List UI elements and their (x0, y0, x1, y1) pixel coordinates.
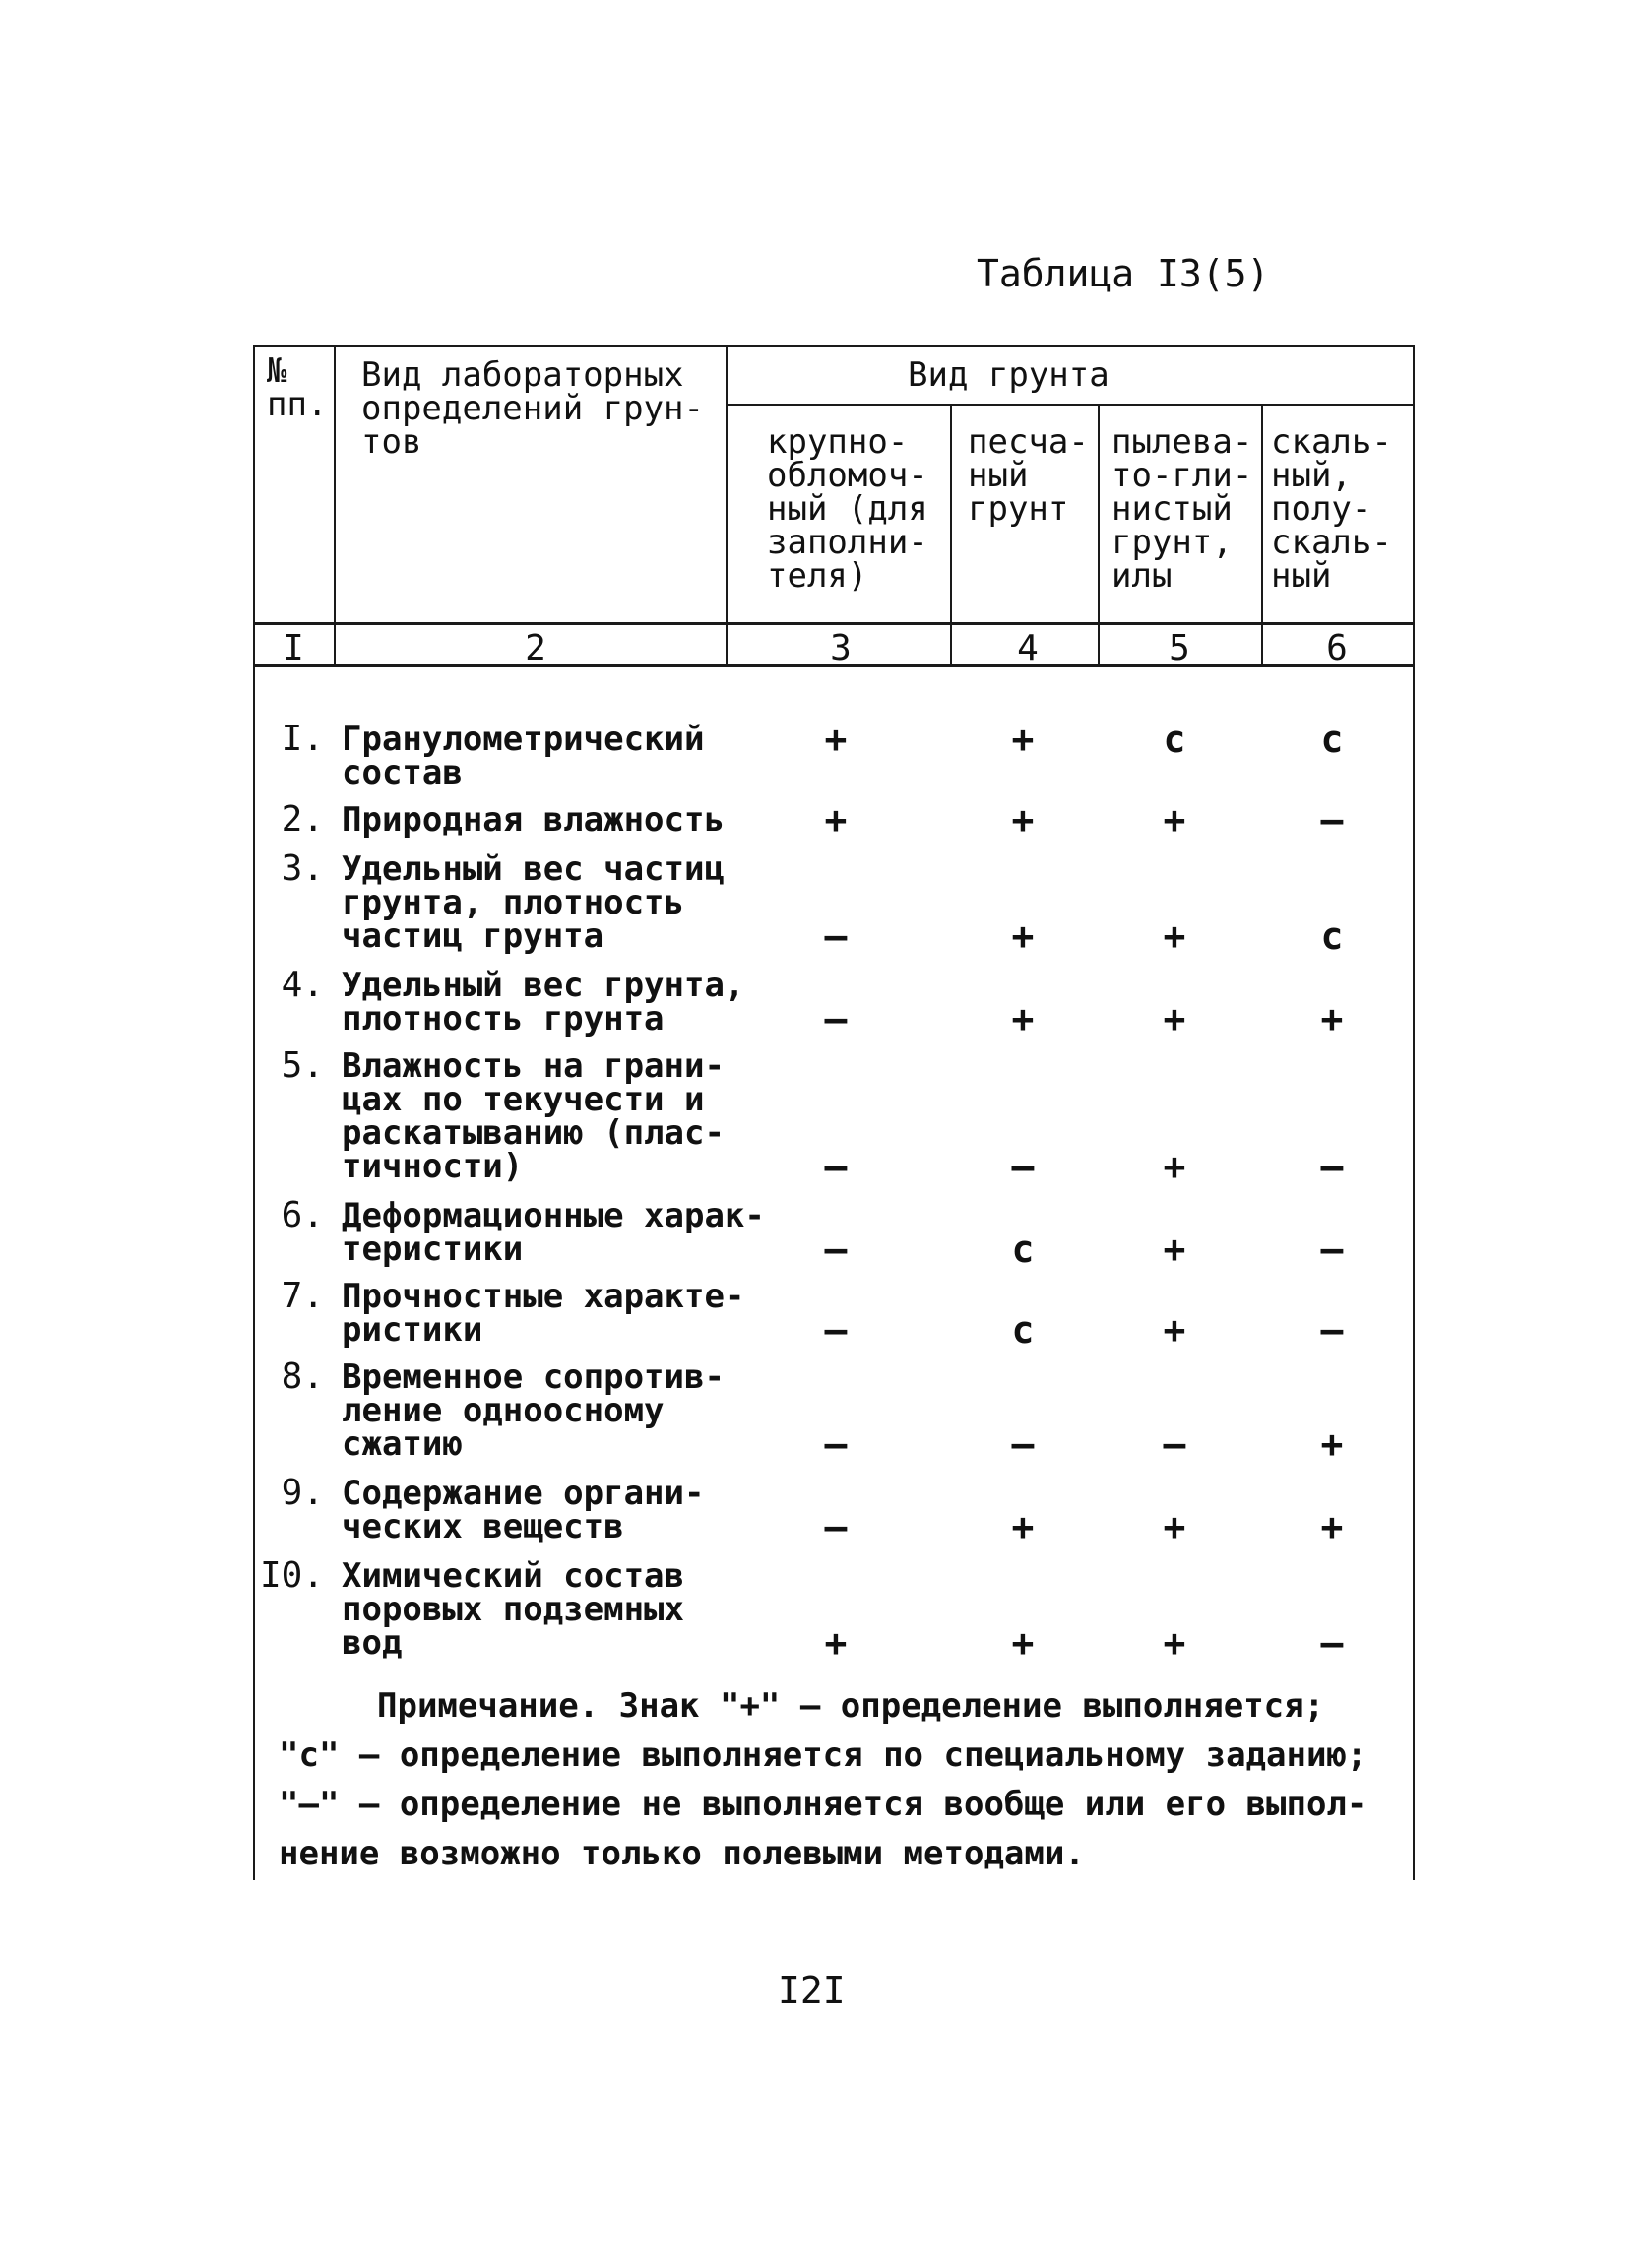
mark-col-3: + (824, 1621, 848, 1665)
mark-col-6: – (1320, 1621, 1344, 1665)
row-test-name: Природная влажность (342, 800, 725, 840)
soil-tests-table (253, 345, 1415, 1880)
mark-col-4: – (1011, 1422, 1035, 1466)
header-col-3: крупно- обломоч- ный (для заполни- теля) (767, 422, 928, 596)
mark-col-4: c (1011, 1228, 1035, 1271)
column-number-4: 4 (1017, 628, 1039, 668)
mark-col-6: – (1320, 1308, 1344, 1352)
row-test-name: Удельный вес грунта, плотность грунта (342, 966, 745, 1039)
row-number: 7. (281, 1276, 324, 1316)
row-number: 4. (281, 965, 324, 1005)
row-test-name: Прочностные характе- ристики (342, 1277, 745, 1350)
mark-col-3: – (824, 1145, 848, 1188)
mark-col-4: + (1011, 718, 1035, 761)
header-col-1: № пп. (267, 351, 328, 424)
mark-col-6: – (1320, 1145, 1344, 1188)
mark-col-4: + (1011, 1505, 1035, 1548)
header-col-divider-2 (726, 345, 728, 667)
row-test-name: Удельный вес частиц грунта, плотность частиц грунта (342, 850, 725, 956)
mark-col-5: + (1163, 914, 1186, 958)
group-underline (726, 404, 1415, 406)
mark-col-6: c (1320, 718, 1344, 761)
row-test-name: Влажность на грани- цах по текучести и раскатыванию (плас- тичности) (342, 1046, 725, 1186)
mark-col-3: – (824, 914, 848, 958)
table-top-border (253, 345, 1415, 347)
row-test-name: Содержание органи- ческих веществ (342, 1474, 705, 1546)
row-number: 8. (281, 1356, 324, 1397)
header-bottom-line (253, 622, 1415, 625)
row-number: 3. (281, 849, 324, 889)
table-right-border (1413, 345, 1415, 1880)
header-col-divider-3 (950, 404, 952, 667)
note-line-3: "–" – определение не выполняется вообще или его выпол- (279, 1785, 1367, 1824)
mark-col-4: + (1011, 997, 1035, 1040)
mark-col-4: + (1011, 798, 1035, 842)
column-number-1: I (283, 628, 304, 668)
column-number-5: 5 (1169, 628, 1190, 668)
mark-col-5: – (1163, 1422, 1186, 1466)
mark-col-4: c (1011, 1308, 1035, 1352)
mark-col-3: + (824, 718, 848, 761)
row-number: 6. (281, 1195, 324, 1235)
note-line-1: Примечание. Знак "+" – определение выполняется; (377, 1686, 1325, 1726)
mark-col-5: + (1163, 798, 1186, 842)
mark-col-5: + (1163, 1505, 1186, 1548)
row-test-name: Гранулометрический состав (342, 720, 705, 792)
header-col-divider-1 (334, 345, 336, 667)
mark-col-3: – (824, 1422, 848, 1466)
mark-col-6: – (1320, 798, 1344, 842)
header-group: Вид грунта (908, 355, 1110, 395)
row-test-name: Химический состав поровых подземных вод (342, 1556, 684, 1663)
mark-col-6: c (1320, 914, 1344, 958)
mark-col-4: + (1011, 914, 1035, 958)
table-left-border (253, 345, 255, 1880)
mark-col-4: + (1011, 1621, 1035, 1665)
page-number: I2I (778, 1969, 846, 2012)
row-test-name: Временное сопротив- ление одноосному сжатию (342, 1357, 725, 1464)
table-note (279, 1681, 1391, 1878)
mark-col-3: – (824, 1308, 848, 1352)
column-number-6: 6 (1326, 628, 1348, 668)
note-line-4: нение возможно только полевыми методами. (279, 1834, 1085, 1873)
column-number-3: 3 (830, 628, 852, 668)
header-col-4: песча- ный грунт (968, 422, 1089, 529)
row-number: I. (281, 719, 324, 759)
row-test-name: Деформационные харак- теристики (342, 1196, 765, 1269)
header-col-divider-4 (1098, 404, 1100, 667)
mark-col-4: – (1011, 1145, 1035, 1188)
row-number: I0. (259, 1555, 324, 1596)
row-number: 5. (281, 1045, 324, 1086)
mark-col-3: + (824, 798, 848, 842)
header-col-divider-5 (1261, 404, 1263, 667)
mark-col-6: + (1320, 1505, 1344, 1548)
header-col-2: Вид лабораторных определений грун- тов (361, 355, 704, 462)
header-col-5: пылева- то-гли- нистый грунт, илы (1111, 422, 1253, 596)
mark-col-5: + (1163, 1621, 1186, 1665)
mark-col-6: – (1320, 1228, 1344, 1271)
mark-col-3: – (824, 1228, 848, 1271)
row-number: 9. (281, 1473, 324, 1513)
mark-col-5: + (1163, 1308, 1186, 1352)
mark-col-3: – (824, 1505, 848, 1548)
mark-col-5: c (1163, 718, 1186, 761)
mark-col-5: + (1163, 997, 1186, 1040)
mark-col-5: + (1163, 1228, 1186, 1271)
mark-col-6: + (1320, 997, 1344, 1040)
header-col-6: скаль- ный, полу- скаль- ный (1271, 422, 1392, 596)
table-caption: Таблица I3(5) (977, 252, 1270, 295)
mark-col-5: + (1163, 1145, 1186, 1188)
mark-col-3: – (824, 997, 848, 1040)
row-number: 2. (281, 799, 324, 840)
column-number-2: 2 (525, 628, 546, 668)
note-line-2: "c" – определение выполняется по специальному заданию; (279, 1735, 1367, 1775)
mark-col-6: + (1320, 1422, 1344, 1466)
